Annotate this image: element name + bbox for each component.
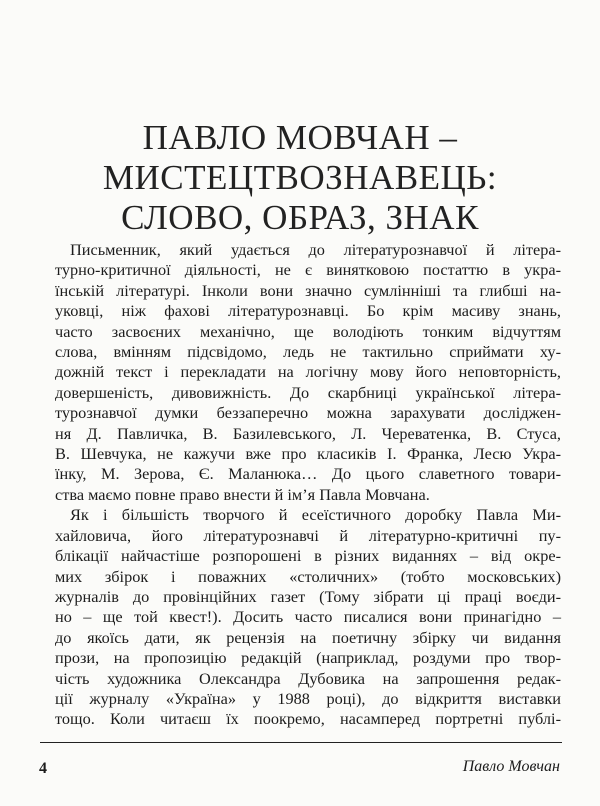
page-number: 4 bbox=[39, 760, 47, 777]
chapter-title-line: МИСТЕЦТВОЗНАВЕЦЬ: bbox=[102, 158, 498, 197]
text-line: прози, на пропозицію редакцій (наприклад, роздуми про твор- bbox=[55, 648, 561, 668]
text-line: їнку, М. Зерова, Є. Маланюка… До цього славетного товари- bbox=[55, 464, 561, 484]
text-line: блікації найчастіше розпорошені в різних виданнях – від окре- bbox=[55, 546, 561, 566]
text-line: турно-критичної діяльності, не є винятковою постаттю в укра- bbox=[55, 260, 561, 280]
text-line: ня Д. Павличка, В. Базилевського, Л. Череватенка, В. Стуса, bbox=[55, 423, 561, 443]
paragraph bbox=[55, 505, 561, 729]
body-text bbox=[55, 240, 561, 730]
text-line: дожній текст і перекладати на логічну мову його неповторність, bbox=[55, 362, 561, 382]
text-line: Як і більшість творчого й есеїстичного доробку Павла Ми- bbox=[70, 505, 561, 525]
text-line: їнській літературі. Інколи вони значно сумлінніші та глибші на- bbox=[55, 280, 561, 300]
text-line: но – ще той квест!). Досить часто писалися вони принагідно – bbox=[55, 607, 561, 627]
text-line: часто засвоєних механічно, ще володіють тонким відчуттям bbox=[55, 321, 561, 341]
text-line: ства маємо повне право внести й ім’я Павла Мовчана. bbox=[55, 484, 430, 504]
text-line: до якоїсь дати, як рецензія на поетичну збірку чи видання bbox=[55, 627, 561, 647]
text-line: слова, вмінням підсвідомо, ледь не тактильно сприймати ху- bbox=[55, 342, 561, 362]
text-line: чість художника Олександра Дубовика на запрошення редак- bbox=[55, 668, 561, 688]
chapter-title-line: ПАВЛО МОВЧАН – bbox=[142, 118, 458, 157]
text-line: турознавчої думки беззаперечно можна зарахувати досліджен- bbox=[55, 403, 561, 423]
text-line: журналів до провінційних газет (Тому зібрати ці праці воєди- bbox=[55, 586, 561, 606]
text-line: мих збірок і поважних «столичних» (тобто московських) bbox=[55, 566, 561, 586]
text-line: уковці, ніж фахові літературознавці. Бо крім масиву знань, bbox=[55, 301, 561, 321]
running-head-author: Павло Мовчан bbox=[462, 758, 560, 775]
text-line: тощо. Коли читаєш їх поокремо, насамперед портретні публі- bbox=[55, 709, 561, 729]
text-line: Письменник, який удається до літературознавчої й літера- bbox=[70, 240, 561, 259]
footer-rule bbox=[40, 742, 562, 743]
text-line: В. Шевчука, не кажучи вже про класиків І. Франка, Лесю Укра- bbox=[55, 444, 561, 464]
paragraph bbox=[55, 240, 561, 505]
text-line: ції журналу «Україна» у 1988 році), до відкриття виставки bbox=[55, 688, 561, 708]
text-line: довершеність, дивовижність. До скарбниці української літера- bbox=[55, 382, 561, 402]
chapter-title-line: СЛОВО, ОБРАЗ, ЗНАК bbox=[121, 198, 479, 237]
text-line: хайловича, його літературознавчі й літературно-критичні пу- bbox=[55, 525, 561, 545]
chapter-title bbox=[0, 118, 600, 238]
